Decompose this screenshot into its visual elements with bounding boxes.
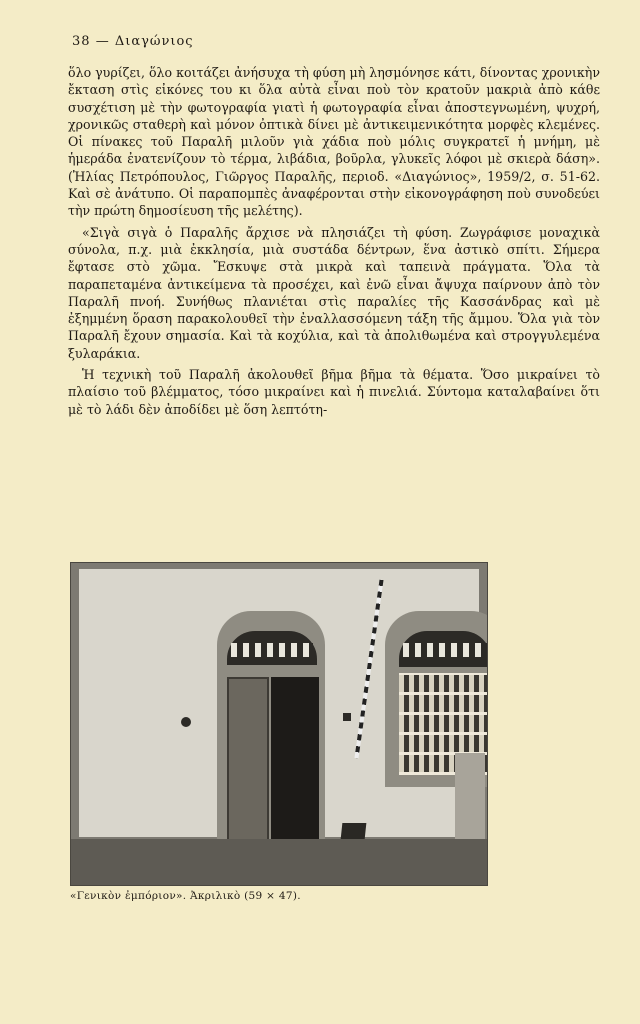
hanging-rope [354,580,383,759]
paragraph-quote: «Σιγὰ σιγὰ ὁ Παραλῆς ἄρχισε νὰ πλησιάζει τὴ φύση. Ζωγράφισε μοναχικὰ σύνολα, π.χ. μιὰ ἐκκλησία, μιὰ συστάδα δέντρων, ἕνα ἀστικὸ σπίτι. Σήμερα ἔφτασε στὸ χῶμα. Ἔσκυψε στὰ μικρὰ καὶ ταπεινὰ πράγματα. Ὅλα τὰ παραπεταμένα ἀντικείμενα τὰ προσέχει, καὶ ἐνῶ εἶναι ἄψυχα παίρνουν ἀπὸ τὸν Παραλῆ πνοή. Συνήθως πλανιέται στὶς παραλίες τῆς Κασσάνδρας καὶ μὲ ἐξημμένη ὅραση παρακολουθεῖ τὴν ἐναλλασσόμενη τάξη τῆς ἄμμου. Ὅλα γιὰ τὸν Παραλῆ ἔχουν σημασία. Καὶ τὰ κοχύλια, καὶ τὰ ἀπολιθωμένα καὶ στρογγυλεμένα ξυλαράκια. [68,224,600,361]
body-text [68,64,600,422]
figure-caption: «Γενικὸν ἐμπόριον». Ἀκριλικὸ (59 × 47). [70,890,301,902]
wall-plaque [343,713,351,721]
open-door-leaf [227,677,269,843]
shop-doorway [217,611,325,843]
running-title: Διαγώνιος [114,34,194,49]
leaning-board [455,753,485,843]
street-ground [71,839,487,885]
window-transom [399,631,488,667]
window-grille [403,643,487,657]
paragraph-technique: Ἡ τεχνικὴ τοῦ Παραλῆ ἀκολουθεῖ βῆμα βῆμα τὰ θέματα. Ὅσο μικραίνει τὸ πλαίσιο τοῦ βλέμματος, τόσο μικραίνει καὶ ἡ πινελιά. Σύντομα καταλαβαίνει ὅτι μὲ τὸ λάδι δὲν ἀποδίδει μὲ ὅση λεπτότη- [68,367,600,417]
dark-interior [271,677,319,843]
wall-lamp [181,717,191,727]
page-number: 38 [72,34,91,49]
paragraph-continued: ὅλο γυρίζει, ὅλο κοιτάζει ἀνήσυχα τὴ φύση μὴ λησμόνησε κάτι, δίνοντας χρονικὴν ἔκταση στὶς εἰκόνες του κι ὅλα αὐτὰ εἶναι ποὺ τὸν κρατοῦν μακριὰ ἀπὸ κάθε συσχέτιση μὲ τὴν φωτογραφία γιατὶ ἡ φωτογραφία εἶναι ἀποστεγνωμένη, ψυχρή, χρονικῶς σταθερὴ καὶ μόνον ὀπτικὰ δίνει μὲ ἀντικειμενικότητα μορφὲς κλεμένες. Οἱ πίνακες τοῦ Παραλῆ μιλοῦν γιὰ χάδια ποὺ μόλις συγκρατεῖ ἡ μνήμη, μὲ ἡμεράδα ἐνατενίζουν τὸ τέρμα, λιβάδια, βοῦρλα, γλυκεῖς λόφοι μὲ σκιερὰ δάση». (Ἠλίας Πετρόπουλος, Γιῶργος Παραλῆς, περιοδ. «Διαγώνιος», 1959/2, σ. 51-62. Καὶ σὲ ἀνάτυπο. Οἱ παραπομπὲς ἀναφέρονται στὴν εἰκονογράφηση ποὺ συνοδεύει τὴν πρώτη δημοσίευση τῆς μελέτης). [68,65,600,219]
running-header [72,34,194,49]
door-transom [227,631,317,665]
painting-reproduction [70,562,488,886]
shop-wall [79,569,479,837]
door-grille [231,643,313,657]
header-separator: — [95,34,110,49]
